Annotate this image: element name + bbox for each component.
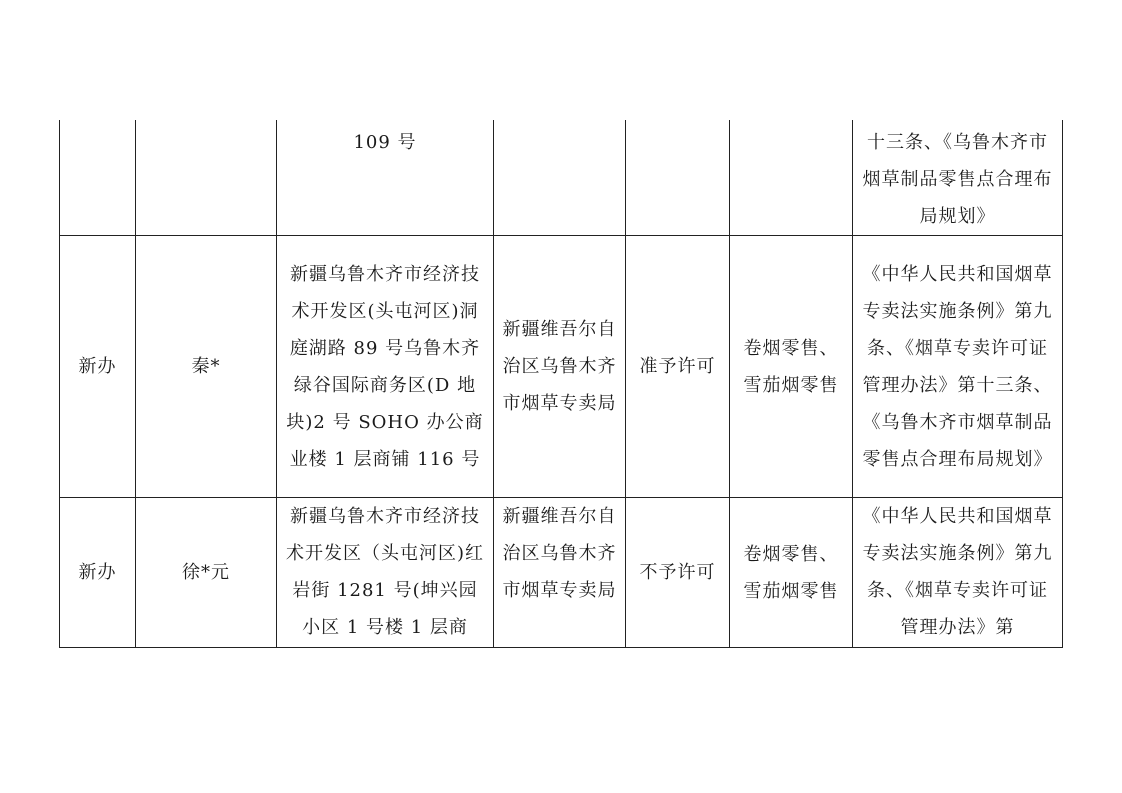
table-row	[60, 236, 1063, 498]
scope-cell	[730, 120, 853, 236]
authority-cell: 新疆维吾尔自治区乌鲁木齐市烟草专卖局	[494, 498, 626, 648]
authority-cell: 新疆维吾尔自治区乌鲁木齐市烟草专卖局	[494, 236, 626, 498]
type-cell	[60, 120, 136, 236]
basis-cell: 《中华人民共和国烟草专卖法实施条例》第九条、《烟草专卖许可证管理办法》第十三条、《乌鲁木齐市烟草制品零售点合理布局规划》	[853, 236, 1063, 498]
decision-cell: 准予许可	[626, 236, 730, 498]
name-cell: 秦*	[136, 236, 277, 498]
type-cell: 新办	[60, 498, 136, 648]
table-row	[60, 120, 1063, 236]
decision-cell	[626, 120, 730, 236]
table-row	[60, 498, 1063, 648]
address-cell: 新疆乌鲁木齐市经济技术开发区(头屯河区)洞庭湖路 89 号乌鲁木齐绿谷国际商务区(D 地块)2 号 SOHO 办公商业楼 1 层商铺 116 号	[277, 236, 494, 498]
authority-cell	[494, 120, 626, 236]
scope-cell: 卷烟零售、雪茄烟零售	[730, 236, 853, 498]
address-cell: 109 号	[277, 120, 494, 236]
permit-table	[59, 120, 1063, 648]
decision-cell: 不予许可	[626, 498, 730, 648]
name-cell	[136, 120, 277, 236]
basis-cell: 《中华人民共和国烟草专卖法实施条例》第九条、《烟草专卖许可证管理办法》第	[853, 498, 1063, 648]
scope-cell: 卷烟零售、雪茄烟零售	[730, 498, 853, 648]
name-cell: 徐*元	[136, 498, 277, 648]
address-cell: 新疆乌鲁木齐市经济技术开发区（头屯河区)红岩街 1281 号(坤兴园小区 1 号楼 1 层商	[277, 498, 494, 648]
type-cell: 新办	[60, 236, 136, 498]
basis-cell: 十三条、《乌鲁木齐市烟草制品零售点合理布局规划》	[853, 120, 1063, 236]
